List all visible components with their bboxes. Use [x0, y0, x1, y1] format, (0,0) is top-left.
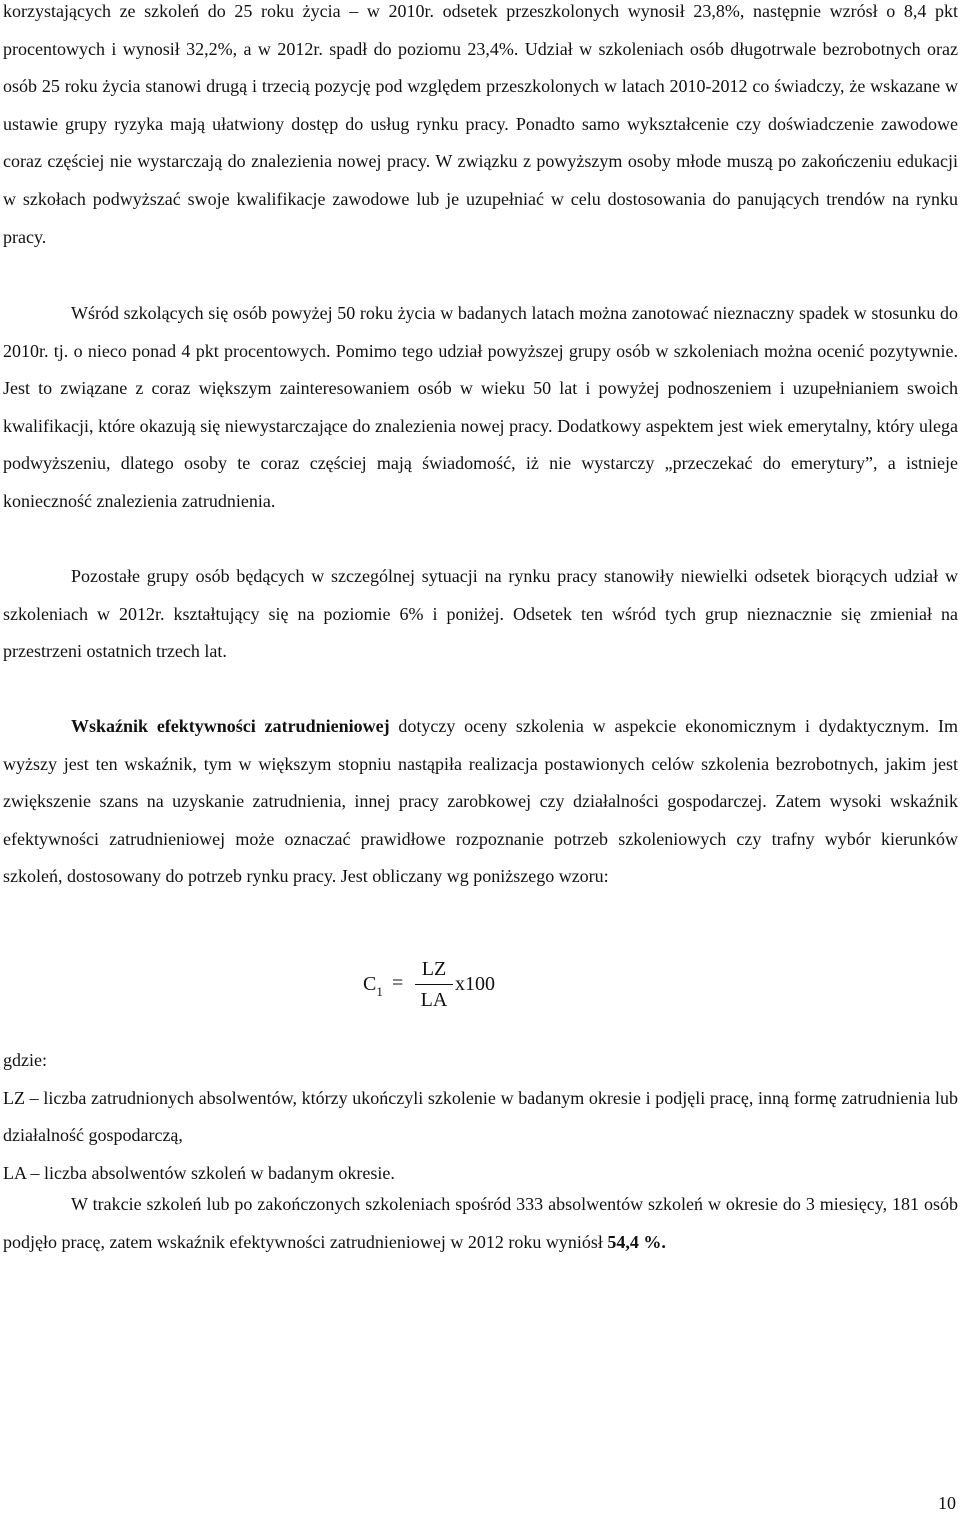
formula-numerator: LZ — [421, 958, 447, 980]
formula-lhs — [363, 973, 383, 999]
formula-multiplier: x100 — [455, 973, 495, 995]
paragraph-text: korzystających ze szkoleń do 25 roku życia – w 2010r. odsetek przeszkolonych wynosił 23,8%, następnie wzrósł o 8,4 pkt procentowych i wynosił 32,2%, a w 2012r. spadł do poziomu 23,4%. Udział w szkoleniach osób długotrwale bezrobotnych oraz osób 25 roku życia stanowi drugą i trzecią pozycję pod względem przeszkolonych w latach 2010-2012 co świadczy, że wskazane w ustawie grupy ryzyka mają ułatwiony dostęp do usług rynku pracy. Ponadto samo wykształcenie czy doświadczenie zawodowe coraz częściej nie wystarczają do znalezienia nowej pracy. W związku z powyższym osoby młode muszą po zakończeniu edukacji w szkołach podwyższać swoje kwalifikacje zawodowe lub je uzupełniać w celu dostosowania do panujących trendów na rynku pracy. — [3, 1, 958, 247]
paragraph-other-groups — [3, 558, 958, 671]
page-number: 10 — [938, 1493, 956, 1513]
formula-denominator: LA — [420, 989, 448, 1011]
fraction-bar — [415, 984, 453, 985]
result-value: 54,4 %. — [607, 1231, 666, 1252]
paragraph-result — [3, 1186, 958, 1261]
formula-equals: = — [392, 972, 404, 994]
paragraph-text: dotyczy oceny szkolenia w aspekcie ekonomicznym i dydaktycznym. Im wyższy jest ten wskaźnik, tym w większym stopniu nastąpiła realizacja postawionych celów szkolenia bezrobotnych, jakim jest zwiększenie szans na uzyskanie zatrudnienia, innej pracy zarobkowej czy działalności gospodarczej. Zatem wysoki wskaźnik efektywności zatrudnieniowej może oznaczać prawidłowe rozpoznanie potrzeb szkoleniowych czy trafny wybór kierunków szkoleń, dostosowany do potrzeb rynku pracy. Jest obliczany wg poniższego wzoru: — [3, 716, 958, 887]
paragraph-indicator-definition — [3, 708, 958, 896]
formula-lhs-symbol: C — [363, 973, 377, 995]
bold-term: Wskaźnik efektywności zatrudnieniowej — [71, 716, 390, 736]
formula-lhs-subscript: 1 — [376, 984, 383, 999]
paragraph-text: Pozostałe grupy osób będących w szczególnej sytuacji na rynku pracy stanowiły niewielki odsetek biorących udział w szkoleniach w 2012r. kształtujący się na poziomie 6% i poniżej. Odsetek ten wśród tych grup nieznacznie się zmieniał na przestrzeni ostatnich trzech lat. — [3, 566, 958, 662]
formula-definitions — [3, 1042, 958, 1192]
paragraph-over-50 — [3, 295, 958, 521]
paragraph-text: Wśród szkolących się osób powyżej 50 roku życia w badanych latach można zanotować nieznaczny spadek w stosunku do 2010r. tj. o nieco ponad 4 pkt procentowych. Pomimo tego udział powyższej grupy osób w szkoleniach można ocenić pozytywnie. Jest to związane z coraz większym zainteresowaniem osób w wieku 50 lat i powyżej podnoszeniem i uzupełnianiem swoich kwalifikacji, które okazują się niewystarczające do znalezienia nowej pracy. Dodatkowy aspektem jest wiek emerytalny, który ulega podwyższeniu, dlatego osoby te coraz częściej mają świadomość, iż nie wystarczy „przeczekać do emerytury”, a istnieje konieczność znalezienia zatrudnienia. — [3, 303, 958, 511]
definition-lz: LZ – liczba zatrudnionych absolwentów, którzy ukończyli szkolenie w badanym okresie i podjęli pracę, inną formę zatrudnienia lub działalność gospodarczą, — [3, 1087, 958, 1146]
definition-la: LA – liczba absolwentów szkoleń w badanym okresie. — [3, 1162, 395, 1183]
efficiency-formula — [363, 956, 563, 1020]
definitions-intro: gdzie: — [3, 1050, 47, 1070]
paragraph-text: W trakcie szkoleń lub po zakończonych szkoleniach spośród 333 absolwentów szkoleń w okresie do 3 miesięcy, 181 osób podjęło pracę, zatem wskaźnik efektywności zatrudnieniowej w 2012 roku wyniósł — [3, 1194, 958, 1252]
formula-fraction — [415, 956, 453, 1013]
paragraph-training-under-25 — [3, 0, 958, 256]
